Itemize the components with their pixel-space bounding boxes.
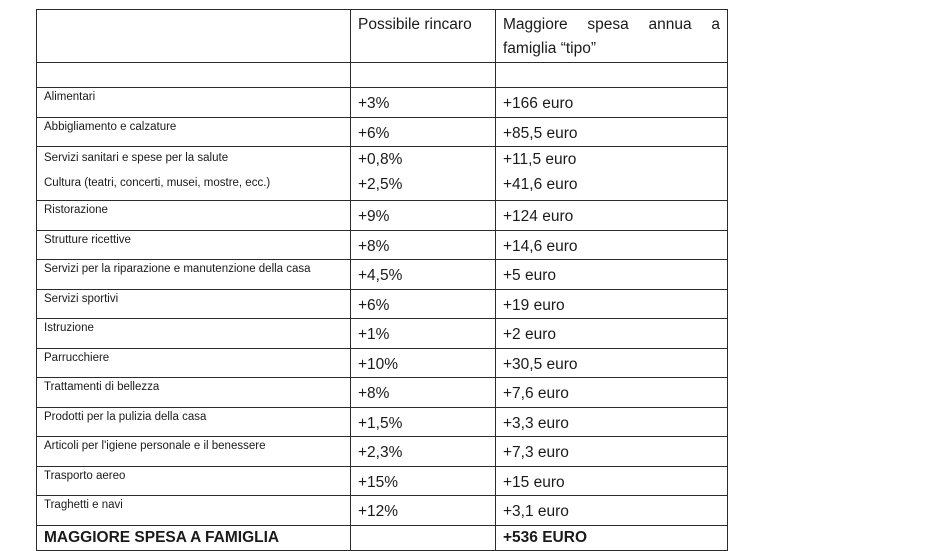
annual-cost-cell: +19 euro: [496, 289, 728, 319]
category-cell: [37, 147, 351, 201]
blank-cell: [351, 63, 496, 88]
category-line: Servizi sanitari e spese per la salute: [44, 152, 229, 164]
table-row: [37, 407, 728, 437]
table-row: [37, 289, 728, 319]
annual-cost-cell: +14,6 euro: [496, 230, 728, 260]
table-row: [37, 230, 728, 260]
category-cell: Ristorazione: [37, 201, 351, 231]
table-row: [37, 117, 728, 147]
category-cell: Trasporto aereo: [37, 466, 351, 496]
blank-cell: [496, 63, 728, 88]
table-row: [37, 319, 728, 349]
annual-cost-cell: +7,6 euro: [496, 378, 728, 408]
table-row: [37, 348, 728, 378]
table-row: [37, 437, 728, 467]
table-header-row: [37, 10, 728, 63]
increase-cell: +15%: [351, 466, 496, 496]
increase-cell: +6%: [351, 289, 496, 319]
total-label: MAGGIORE SPESA A FAMIGLIA: [37, 525, 351, 550]
category-cell: Servizi per la riparazione e manutenzione della casa: [37, 260, 351, 290]
category-cell: Servizi sportivi: [37, 289, 351, 319]
annual-cost-cell: +124 euro: [496, 201, 728, 231]
annual-cost-line: +11,5 euro: [503, 151, 577, 168]
category-cell: Istruzione: [37, 319, 351, 349]
increase-line: +0,8%: [358, 151, 403, 168]
category-cell: Articoli per l'igiene personale e il benessere: [37, 437, 351, 467]
increase-cell: +1%: [351, 319, 496, 349]
header-category: [37, 10, 351, 63]
total-row: [37, 525, 728, 550]
category-cell: Alimentari: [37, 88, 351, 118]
table-row: [37, 466, 728, 496]
table-row: [37, 88, 728, 118]
increase-cell: +12%: [351, 496, 496, 526]
annual-cost-cell: +166 euro: [496, 88, 728, 118]
header-annual-cost: Maggiore spesa annua a famiglia “tipo”: [496, 10, 728, 63]
table-row: [37, 260, 728, 290]
increase-cell: +1,5%: [351, 407, 496, 437]
increase-cell: [351, 147, 496, 201]
annual-cost-cell: +3,1 euro: [496, 496, 728, 526]
category-cell: Strutture ricettive: [37, 230, 351, 260]
annual-cost-cell: +3,3 euro: [496, 407, 728, 437]
price-increase-table: [36, 9, 728, 551]
category-cell: Prodotti per la pulizia della casa: [37, 407, 351, 437]
increase-cell: +6%: [351, 117, 496, 147]
increase-cell: +8%: [351, 378, 496, 408]
annual-cost-line: +41,6 euro: [503, 176, 578, 193]
annual-cost-cell: +7,3 euro: [496, 437, 728, 467]
table-row: [37, 496, 728, 526]
increase-line: +2,5%: [358, 176, 403, 193]
increase-cell: +8%: [351, 230, 496, 260]
annual-cost-cell: +30,5 euro: [496, 348, 728, 378]
increase-cell: +4,5%: [351, 260, 496, 290]
annual-cost-cell: +2 euro: [496, 319, 728, 349]
header-increase: Possibile rincaro: [351, 10, 496, 63]
increase-cell: +9%: [351, 201, 496, 231]
blank-row: [37, 63, 728, 88]
table-row: [37, 201, 728, 231]
increase-cell: +3%: [351, 88, 496, 118]
increase-cell: +2,3%: [351, 437, 496, 467]
table-row-merged: [37, 147, 728, 201]
category-line: Cultura (teatri, concerti, musei, mostre, ecc.): [44, 177, 271, 189]
category-cell: Trattamenti di bellezza: [37, 378, 351, 408]
total-annual-cost: +536 EURO: [496, 525, 728, 550]
total-increase: [351, 525, 496, 550]
annual-cost-cell: [496, 147, 728, 201]
annual-cost-cell: +15 euro: [496, 466, 728, 496]
increase-cell: +10%: [351, 348, 496, 378]
blank-cell: [37, 63, 351, 88]
annual-cost-cell: +85,5 euro: [496, 117, 728, 147]
category-cell: Abbigliamento e calzature: [37, 117, 351, 147]
table-row: [37, 378, 728, 408]
annual-cost-cell: +5 euro: [496, 260, 728, 290]
category-cell: Traghetti e navi: [37, 496, 351, 526]
category-cell: Parrucchiere: [37, 348, 351, 378]
